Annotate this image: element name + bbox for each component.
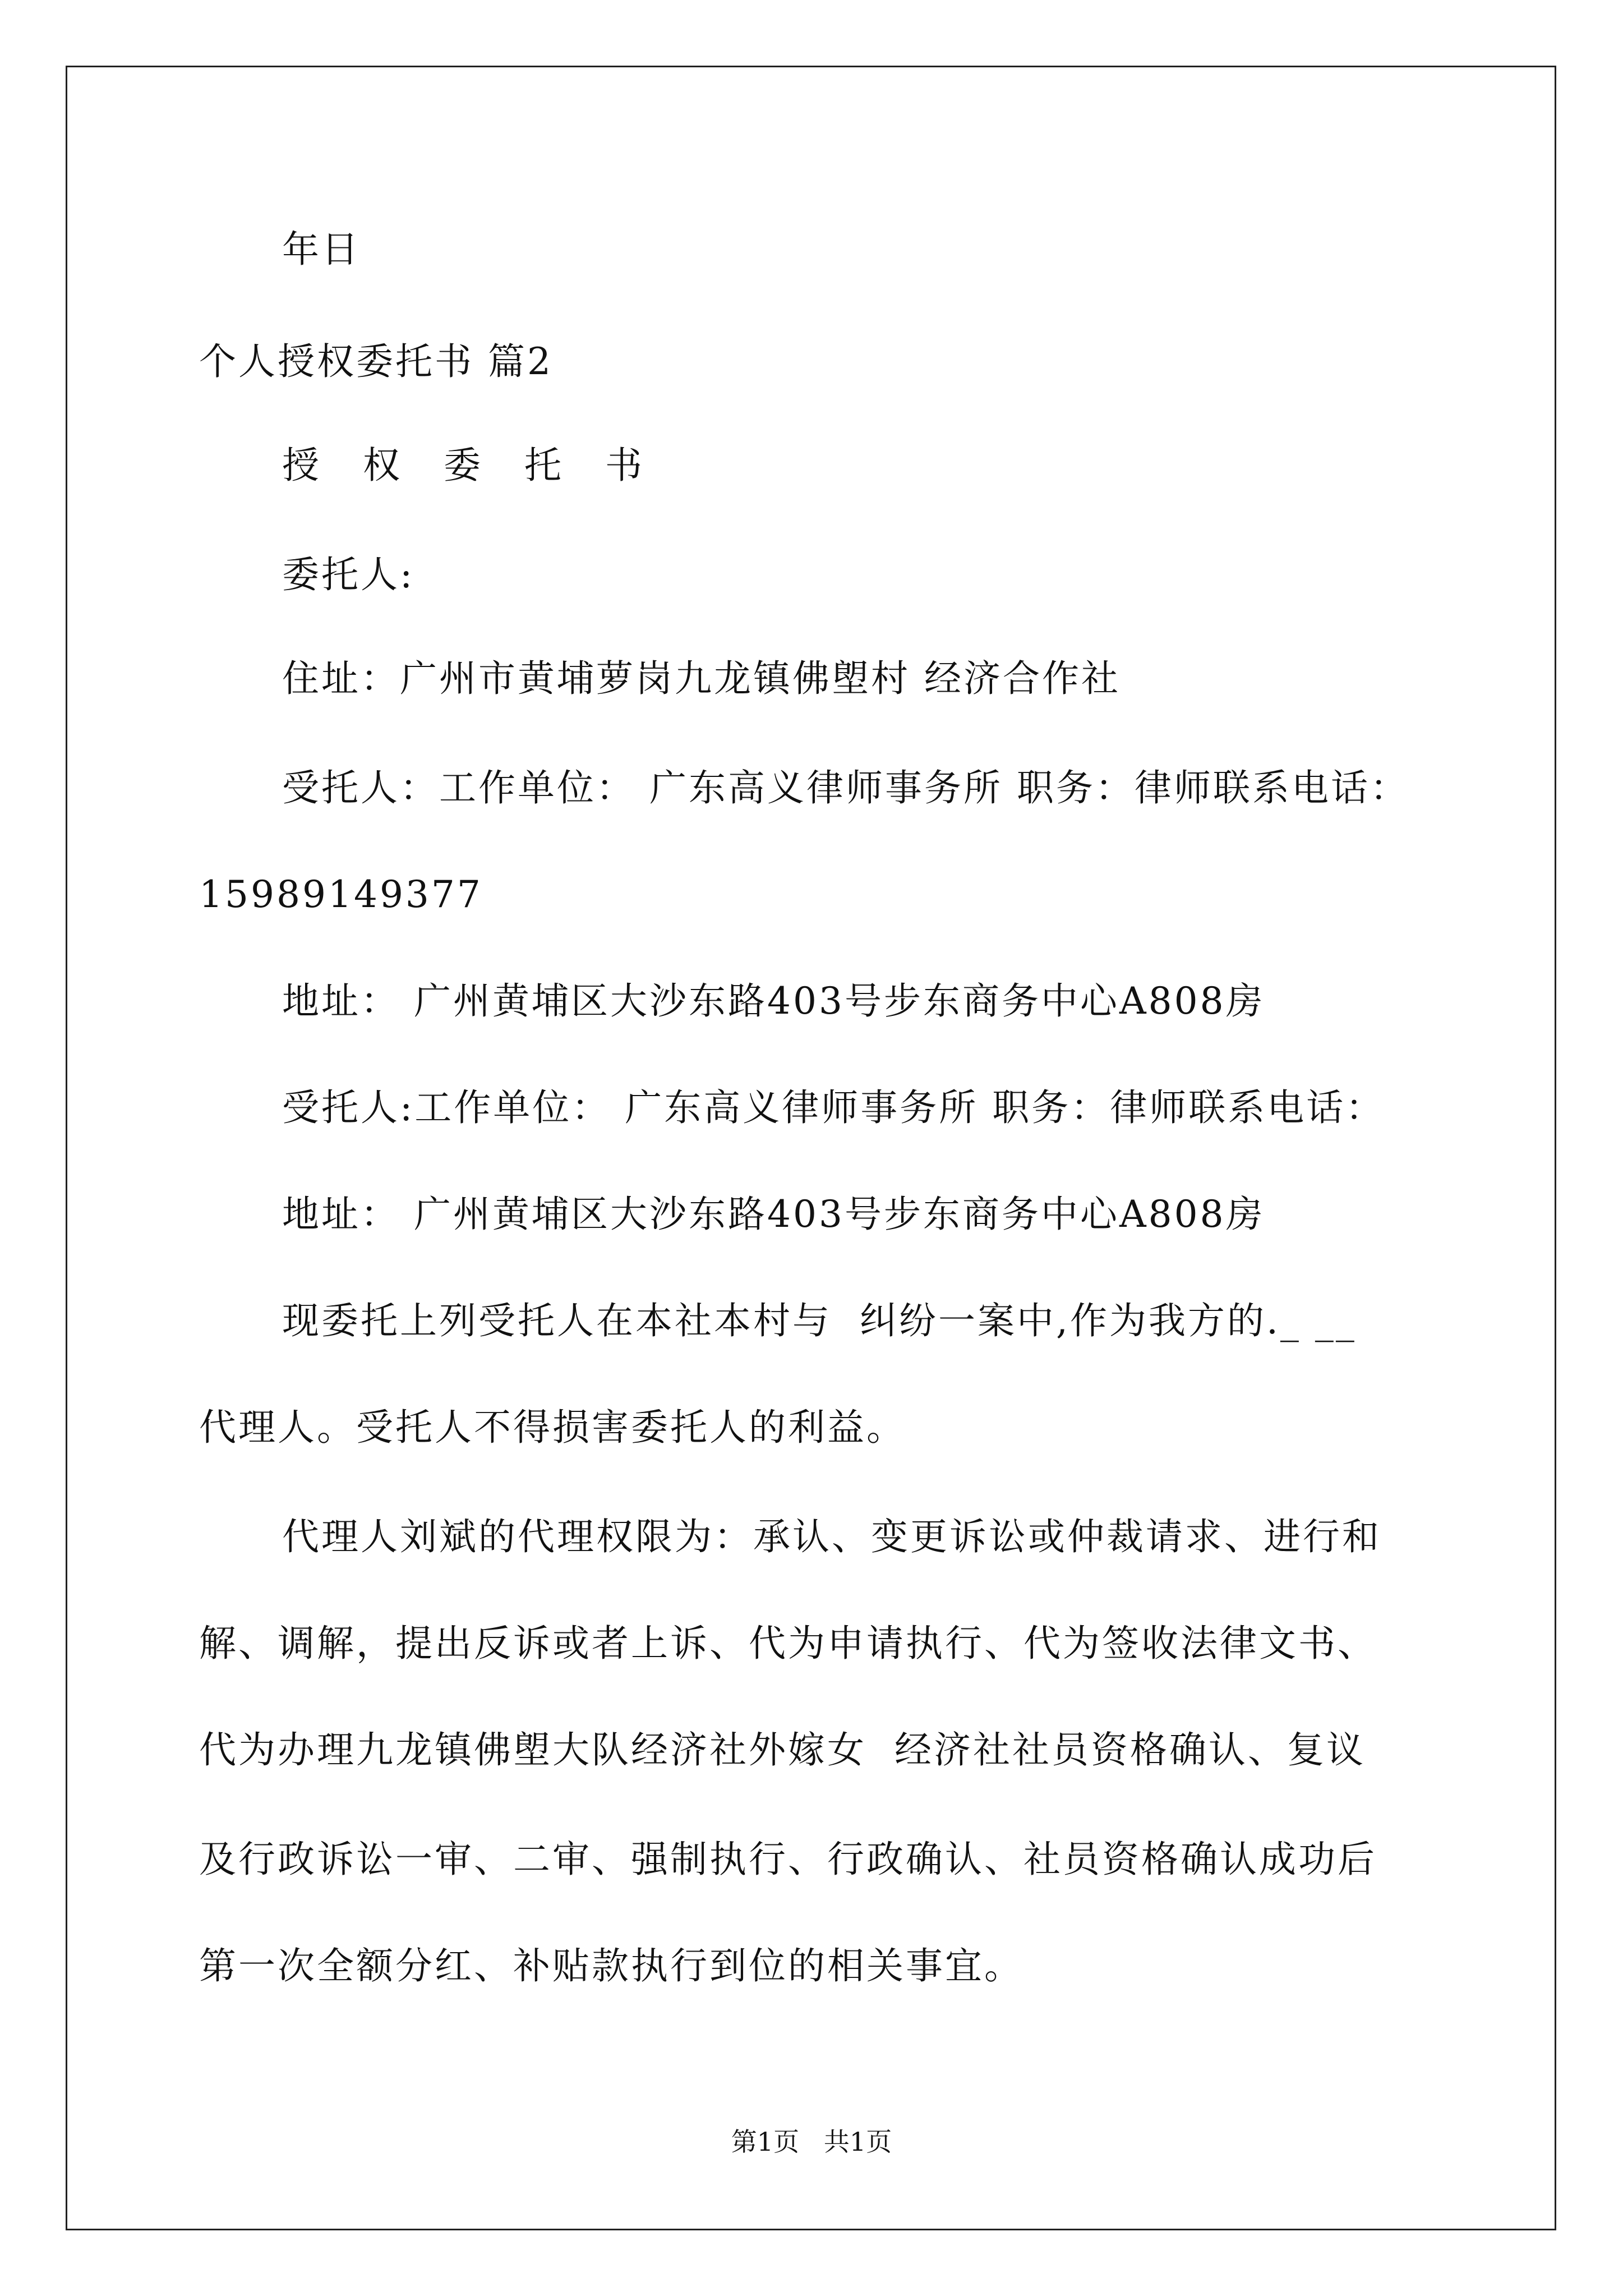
paragraph-1-line-1: 现委托上列受托人在本社本村与 纠纷一案中,作为我方的._ __ [282,1299,1357,1342]
principal-line: 委托人: [282,553,415,596]
agent-2-line: 受托人:工作单位： 广东高义律师事务所 职务：律师联系电话： [282,1086,1385,1129]
principal-address-line: 住址：广州市黄埔萝岗九龙镇佛塱村 经济合作社 [282,657,1121,700]
paragraph-2-line-1: 代理人刘斌的代理权限为：承认、变更诉讼或仲裁请求、进行和 [282,1515,1381,1558]
agent-1-phone: 15989149377 [199,873,483,916]
agent-2-address: 地址： 广州黄埔区大沙东路403号步东商务中心A808房 [282,1193,1265,1236]
page-number-footer: 第1页 共1页 [731,2127,892,2157]
agent-1-address: 地址： 广州黄埔区大沙东路403号步东商务中心A808房 [282,979,1265,1023]
paragraph-2-line-4: 及行政诉讼一审、二审、强制执行、行政确认、社员资格确认成功后 [199,1838,1377,1881]
page-border [66,66,1556,2230]
agent-1-line: 受托人：工作单位： 广东高义律师事务所 职务：律师联系电话： [282,766,1409,809]
paragraph-2-line-5: 第一次全额分红、补贴款执行到位的相关事宜。 [199,1944,1023,1987]
paragraph-2-line-2: 解、调解，提出反诉或者上诉、代为申请执行、代为签收法律文书、 [199,1622,1377,1665]
document-title: 授权委托书 [282,444,686,487]
paragraph-2-line-3: 代为办理九龙镇佛塱大队经济社外嫁女 经济社社员资格确认、复议 [199,1728,1366,1772]
date-line: 年日 [282,228,361,271]
paragraph-1-line-2: 代理人。受托人不得损害委托人的利益。 [199,1406,906,1449]
section-heading: 个人授权委托书 篇2 [199,340,553,383]
